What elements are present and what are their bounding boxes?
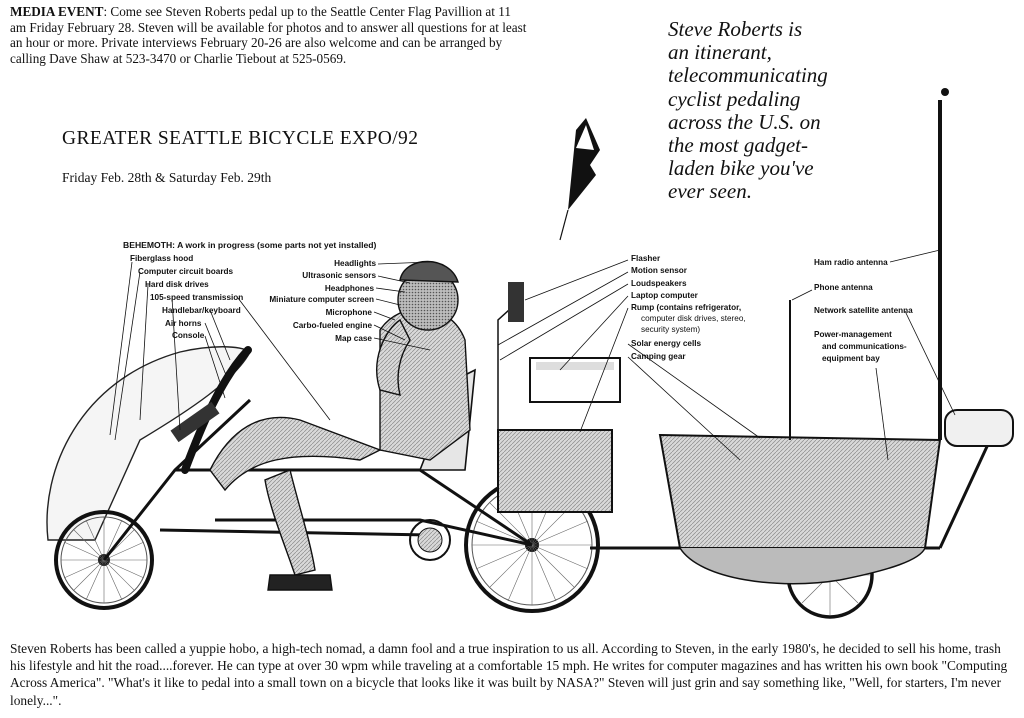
label-microphone: Microphone xyxy=(325,308,372,317)
label-flasher: Flasher xyxy=(631,254,661,263)
label-handlebar-keyboard: Handlebar/keyboard xyxy=(162,306,241,315)
rump-box xyxy=(498,430,612,512)
label-carbo-engine: Carbo-fueled engine xyxy=(292,321,372,330)
label-fiberglass-hood: Fiberglass hood xyxy=(130,254,194,263)
diagram-heading: BEHEMOTH: A work in progress (some parts not yet installed) xyxy=(123,240,377,250)
expo-title: GREATER SEATTLE BICYCLE EXPO/92 xyxy=(62,128,419,149)
label-rump-line3: security system) xyxy=(641,325,701,334)
expo-dates: Friday Feb. 28th & Saturday Feb. 29th xyxy=(62,170,272,185)
flasher xyxy=(508,282,524,322)
tagline-line: laden bike you've xyxy=(668,156,814,181)
label-hard-disk-drives: Hard disk drives xyxy=(145,280,209,289)
tagline-line: the most gadget- xyxy=(668,133,808,158)
label-ultrasonic-sensors: Ultrasonic sensors xyxy=(302,271,376,280)
label-network-satellite-antenna: Network satellite antenna xyxy=(814,306,913,315)
label-rump-line2: computer disk drives, stereo, xyxy=(641,314,746,323)
tagline-line: telecommunicating xyxy=(668,63,828,88)
label-air-horns: Air horns xyxy=(165,319,202,328)
label-headlights: Headlights xyxy=(334,259,376,268)
tagline-line: Steve Roberts is xyxy=(668,17,803,41)
label-rump: Rump (contains refrigerator, xyxy=(631,303,742,312)
media-event-label: MEDIA EVENT xyxy=(10,4,104,19)
label-map-case: Map case xyxy=(335,334,372,343)
label-console: Console xyxy=(172,331,205,340)
label-computer-circuit-boards: Computer circuit boards xyxy=(138,267,234,276)
footer-paragraph: Steven Roberts has been called a yuppie hobo, a high-tech nomad, a damn fool and a true inspiration to us all. According to Steven, in the early 1980's, he decided to sell his home, trash his lifestyle and hit the road....forever. He can type at over 30 wpm while traveling at a comfortable 15 mph. He writes for computer magazines and has written his own book "Computing Across America". "What's it like to pedal into a small town on a bicycle that looks like it was built by NASA?" Steven will just grin and say something like, "Well, for starters, I'm never lonely...". xyxy=(10,641,1008,708)
label-phone-antenna: Phone antenna xyxy=(814,283,873,292)
label-motion-sensor: Motion sensor xyxy=(631,266,687,275)
fiberglass-hood xyxy=(47,347,250,540)
pennant-flag xyxy=(560,118,600,240)
tagline-line: ever seen. xyxy=(668,179,752,204)
media-event-text: : Come see Steven Roberts pedal up to the Seattle Center Flag Pavillion at 11 am Friday February 28. Steven will be available for photos and to answer all questions for at least an hour or more. Private interviews February 20-26 are also welcome and can be arranged by calling Dave Shaw at 523-3470 or Charlie Tiebout at 525-0569. xyxy=(10,4,527,66)
tagline-line: across the U.S. on xyxy=(668,109,821,134)
label-laptop-computer: Laptop computer xyxy=(631,291,698,300)
label-solar-cells: Solar energy cells xyxy=(631,339,702,348)
label-power-management-line2: and communications- xyxy=(822,342,907,351)
tagline-line: cyclist pedaling xyxy=(668,86,801,111)
label-camping-gear: Camping gear xyxy=(631,352,686,361)
label-loudspeakers: Loudspeakers xyxy=(631,279,687,288)
label-ham-radio-antenna: Ham radio antenna xyxy=(814,258,888,267)
label-headphones: Headphones xyxy=(324,284,374,293)
label-transmission: 105-speed transmission xyxy=(150,293,244,302)
label-mini-computer-screen: Miniature computer screen xyxy=(269,295,374,304)
label-power-management-line3: equipment bay xyxy=(822,354,880,363)
tagline-line: an itinerant, xyxy=(668,40,772,65)
label-power-management: Power-management xyxy=(814,330,892,339)
